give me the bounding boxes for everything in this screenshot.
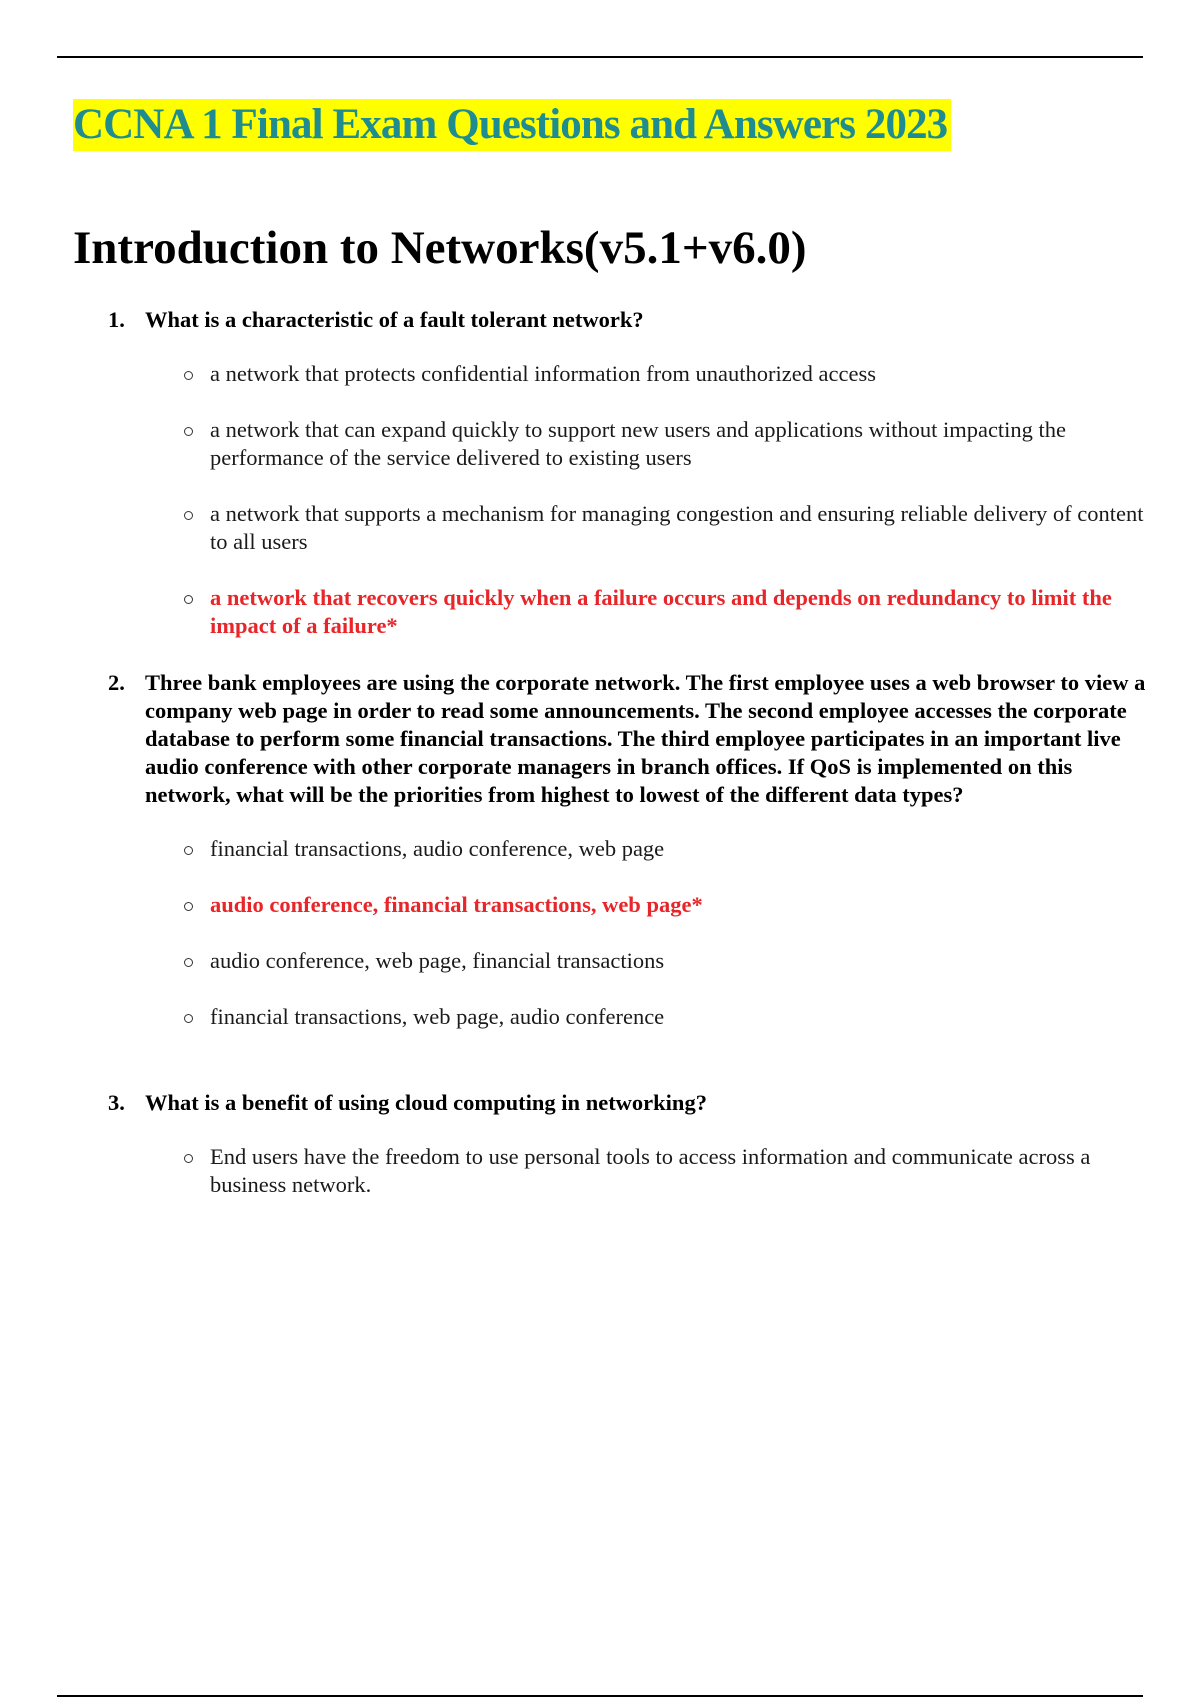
header-rule	[57, 56, 1143, 58]
answer-text: a network that can expand quickly to support new users and applications without impacting the performance of the service delivered to existing users	[210, 417, 1067, 470]
answer-option	[108, 500, 1148, 556]
answer-text: financial transactions, audio conference, web page	[210, 836, 665, 861]
answer-text: a network that protects confidential information from unauthorized access	[210, 361, 877, 386]
answer-option	[108, 1143, 1148, 1199]
question-stem	[108, 306, 1148, 334]
circle-bullet-icon	[108, 835, 252, 863]
answer-text: End users have the freedom to use personal tools to access information and communicate across a business network.	[210, 1144, 1091, 1197]
answer-option	[108, 416, 1148, 472]
question-number: 2.	[108, 670, 125, 695]
circle-bullet-icon	[108, 500, 252, 556]
answer-text: a network that recovers quickly when a failure occurs and depends on redundancy to limit the impact of a failure*	[210, 585, 1112, 638]
question-stem	[108, 1089, 1148, 1117]
question-text: What is a benefit of using cloud computing in networking?	[145, 1090, 707, 1115]
correct-answer-option	[108, 584, 1148, 640]
document-subtitle: Introduction to Networks(v5.1+v6.0)	[73, 222, 807, 274]
answer-option	[108, 1003, 1148, 1031]
circle-bullet-icon	[108, 947, 252, 975]
answer-text: financial transactions, web page, audio conference	[210, 1004, 665, 1029]
circle-bullet-icon	[108, 584, 252, 640]
question-2	[108, 669, 1148, 1031]
document-title: CCNA 1 Final Exam Questions and Answers 2023	[73, 99, 951, 151]
question-1	[108, 306, 1148, 640]
answer-text: audio conference, financial transactions, web page*	[210, 892, 703, 917]
circle-bullet-icon	[108, 360, 252, 388]
footer-rule	[57, 1695, 1143, 1697]
circle-bullet-icon	[108, 416, 252, 472]
question-stem	[108, 669, 1148, 809]
answer-text: audio conference, web page, financial transactions	[210, 948, 665, 973]
circle-bullet-icon	[108, 1003, 252, 1031]
circle-bullet-icon	[108, 891, 252, 919]
answer-option	[108, 947, 1148, 975]
answer-list	[108, 360, 1148, 640]
question-number: 1.	[108, 307, 125, 332]
question-3	[108, 1089, 1148, 1199]
question-text: What is a characteristic of a fault tolerant network?	[145, 307, 644, 332]
question-number: 3.	[108, 1090, 125, 1115]
circle-bullet-icon	[108, 1143, 252, 1199]
answer-option	[108, 360, 1148, 388]
question-text: Three bank employees are using the corporate network. The first employee uses a web browser to view a company web page in order to read some announcements. The second employee accesses the corporate database to perform some financial transactions. The third employee participates in an important live audio conference with other corporate managers in branch offices. If QoS is implemented on this network, what will be the priorities from highest to lowest of the different data types?	[145, 670, 1146, 807]
answer-list	[108, 835, 1148, 1031]
answer-text: a network that supports a mechanism for managing congestion and ensuring reliable delivery of content to all users	[210, 501, 1144, 554]
correct-answer-option	[108, 891, 1148, 919]
answer-list	[108, 1143, 1148, 1199]
answer-option	[108, 835, 1148, 863]
